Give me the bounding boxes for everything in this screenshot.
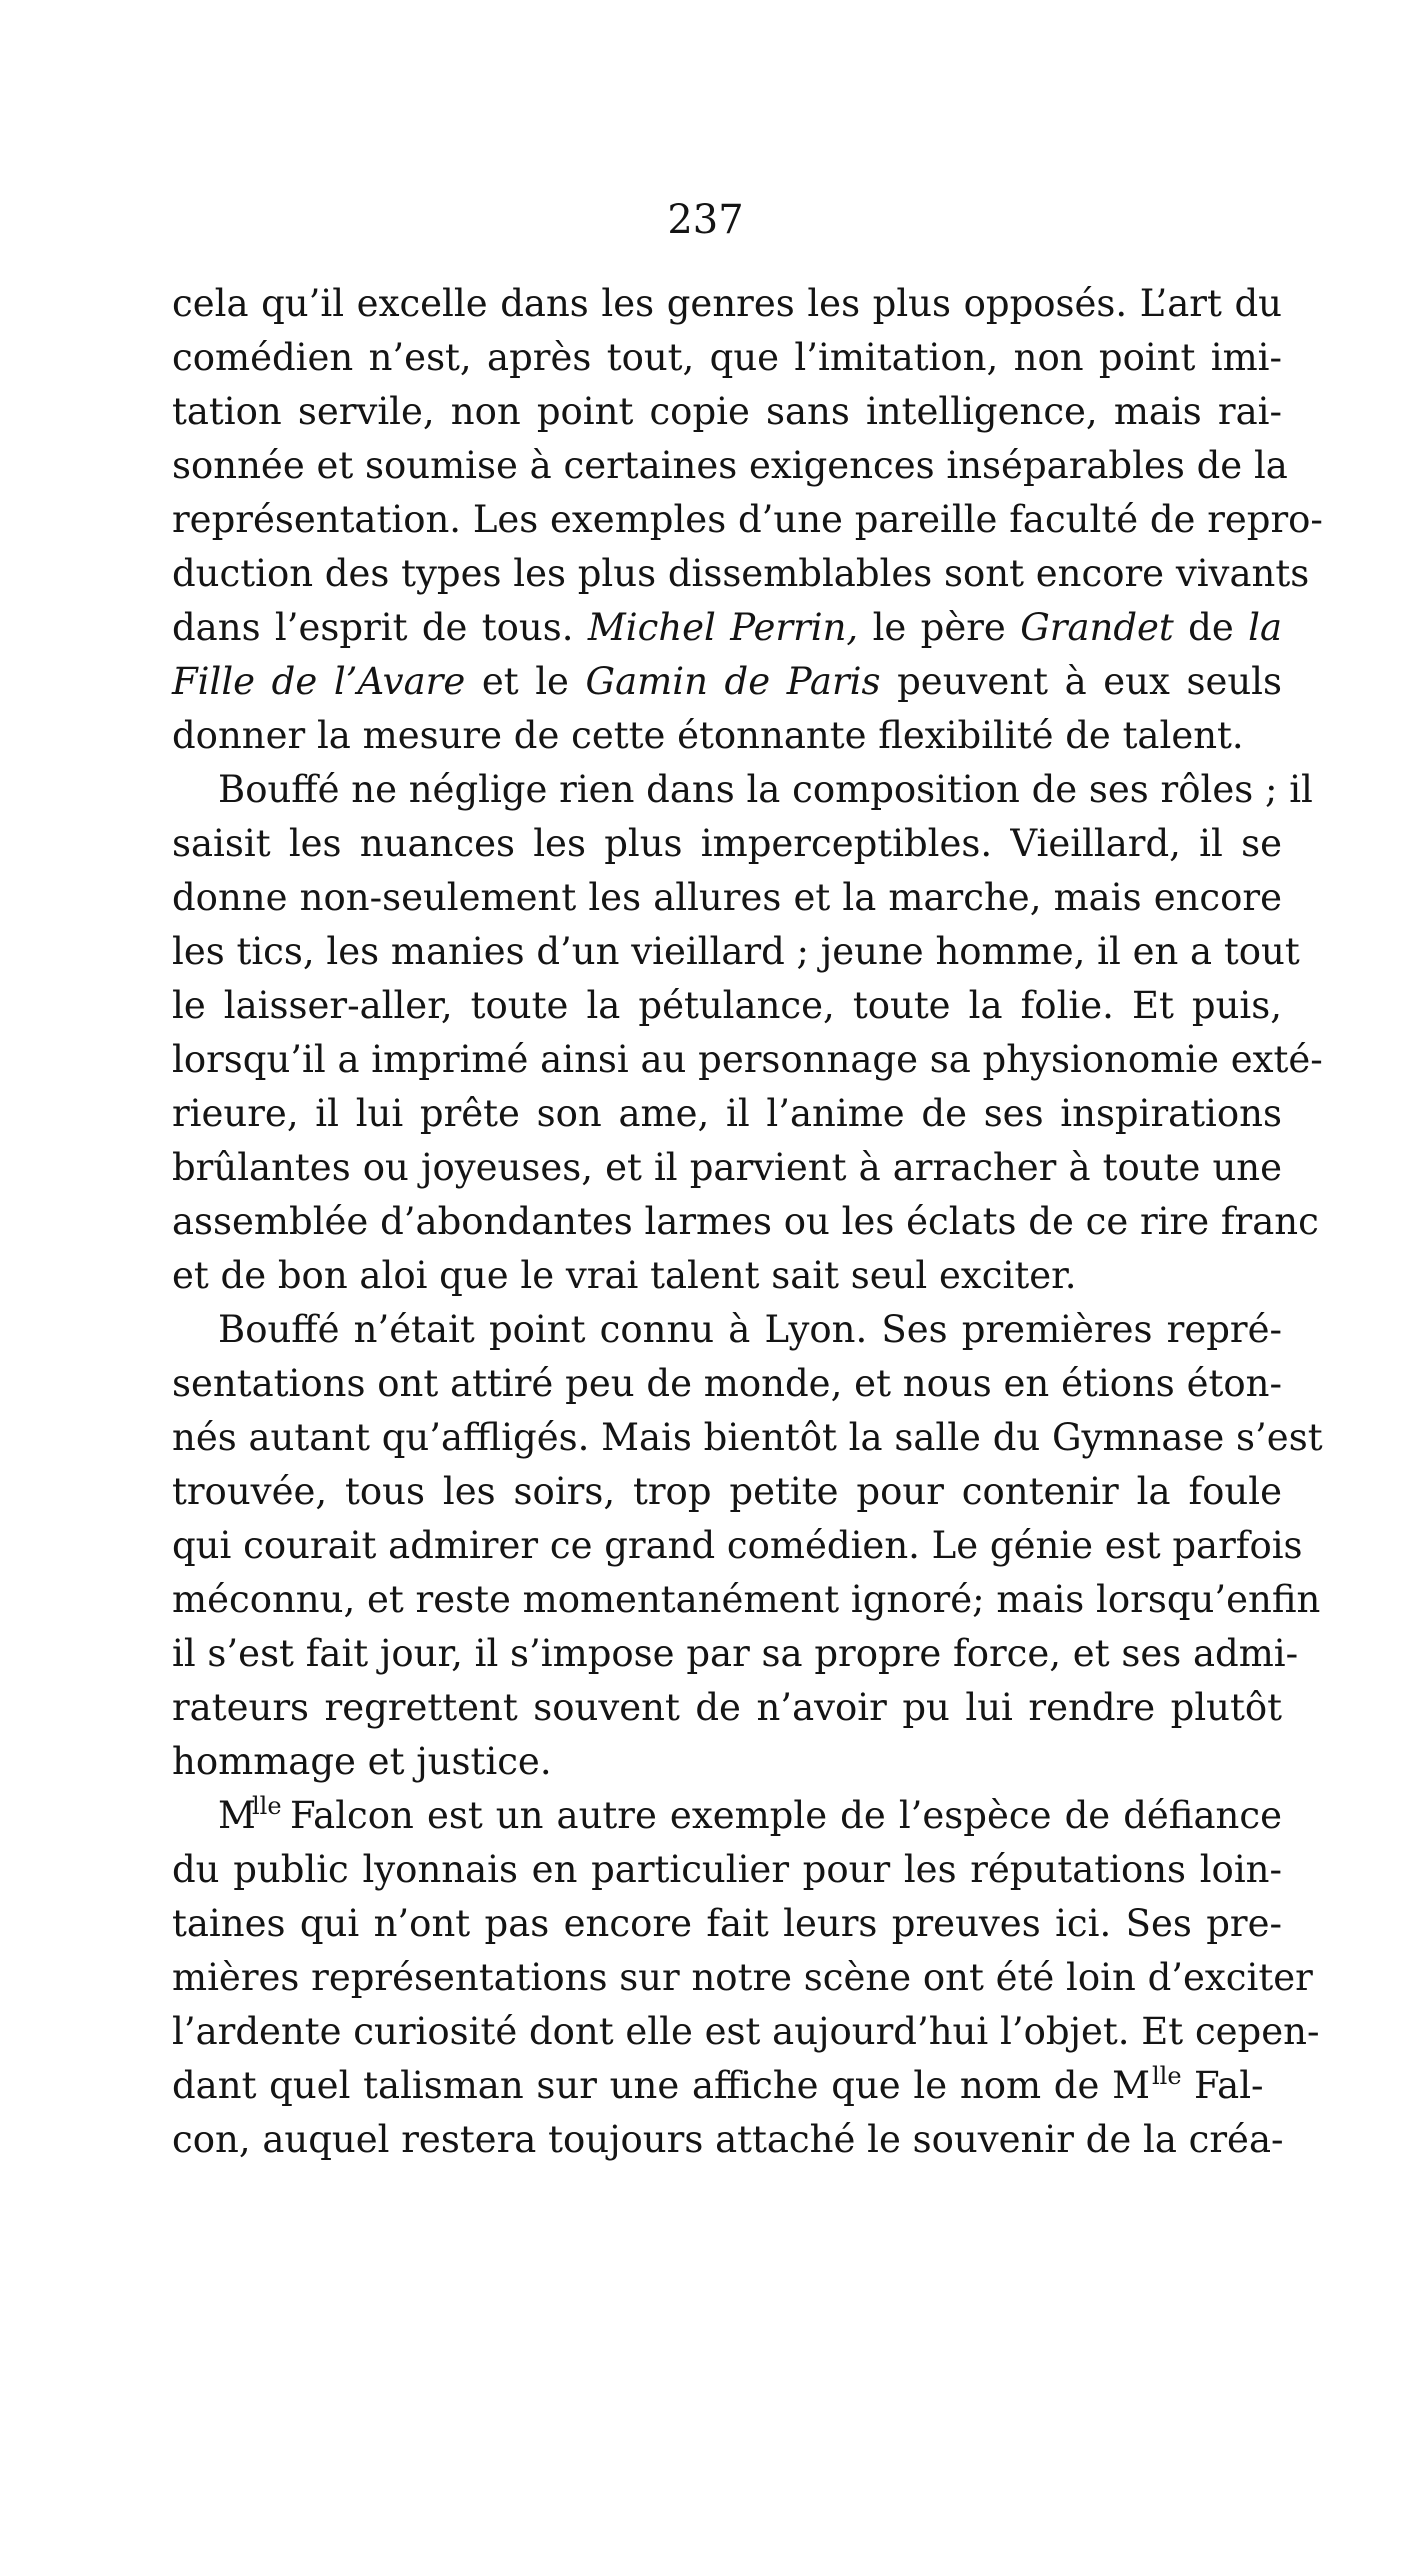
text-line: comédien n’est, après tout, que l’imitation, non point imi- [172,336,1282,379]
text-line: du public lyonnais en particulier pour les réputations loin- [172,1848,1282,1891]
text-segment: peuvent à eux seuls [897,660,1283,703]
text-line: donner la mesure de cette étonnante flexibilité de talent. [172,714,1244,757]
italic-title: Gamin de Paris [585,660,881,703]
text-line-mixed [172,600,1282,656]
text-line: Bouffé n’était point connu à Lyon. Ses premières repré- [218,1308,1282,1351]
italic-title: Michel Perrin, [587,606,859,649]
text-line: con, auquel restera toujours attaché le souvenir de la créa- [172,2118,1284,2161]
text-line: trouvée, tous les soirs, trop petite pour contenir la foule [172,1470,1282,1513]
text-line: duction des types les plus dissemblables sont encore vivants [172,552,1310,595]
text-line: sentations ont attiré peu de monde, et nous en étions éton- [172,1362,1282,1405]
text-line: tation servile, non point copie sans intelligence, mais rai- [172,390,1282,433]
text-line: donne non-seulement les allures et la marche, mais encore [172,876,1282,919]
text-line: assemblée d’abondantes larmes ou les éclats de ce rire franc [172,1200,1319,1243]
text-line: saisit les nuances les plus imperceptibles. Vieillard, il se [172,822,1282,865]
text-line: nés autant qu’affligés. Mais bientôt la salle du Gymnase s’est [172,1416,1323,1459]
text-line: cela qu’il excelle dans les genres les plus opposés. L’art du [172,282,1282,325]
honorific-superscript: lle [252,1792,282,1820]
text-segment: le père [872,606,1006,649]
text-line: hommage et justice. [172,1740,552,1783]
honorific-m: M [218,1794,256,1837]
text-segment: de [1188,606,1234,649]
text-line: les tics, les manies d’un vieillard ; jeune homme, il en a tout [172,930,1300,973]
text-line: rieure, il lui prête son ame, il l’anime de ses inspirations [172,1092,1282,1135]
text-line: rateurs regrettent souvent de n’avoir pu lui rendre plutôt [172,1686,1282,1729]
honorific-superscript: lle [1152,2062,1182,2090]
italic-title: Fille de l’Avare [172,660,466,703]
text-line: taines qui n’ont pas encore fait leurs preuves ici. Ses pre- [172,1902,1282,1945]
text-segment: Fal- [1194,2064,1264,2107]
text-line: Falcon est un autre exemple de l’espèce de défiance [290,1794,1282,1837]
text-line: l’ardente curiosité dont elle est aujourd’hui l’objet. Et cepen- [172,2010,1320,2053]
text-line: il s’est fait jour, il s’impose par sa propre force, et ses admi- [172,1632,1299,1675]
text-line: mières représentations sur notre scène ont été loin d’exciter [172,1956,1313,1999]
text-line: le laisser-aller, toute la pétulance, toute la folie. Et puis, [172,984,1282,1027]
italic-title: la [1248,606,1283,649]
text-segment: et le [481,660,569,703]
italic-title: Grandet [1020,606,1174,649]
text-segment: dans l’esprit de tous. [172,606,574,649]
text-line: dant quel talisman sur une affiche que le nom de M [172,2064,1150,2107]
text-line: Bouffé ne néglige rien dans la composition de ses rôles ; il [218,768,1313,811]
text-line: qui courait admirer ce grand comédien. Le génie est parfois [172,1524,1303,1567]
text-line: sonnée et soumise à certaines exigences inséparables de la [172,444,1288,487]
text-line: méconnu, et reste momentanément ignoré; mais lorsqu’enfin [172,1578,1321,1621]
text-line: représentation. Les exemples d’une pareille faculté de repro- [172,498,1323,541]
page-number: 237 [667,197,744,243]
text-line: lorsqu’il a imprimé ainsi au personnage sa physionomie exté- [172,1038,1323,1081]
text-line-mixed [172,654,1282,710]
text-line: et de bon aloi que le vrai talent sait seul exciter. [172,1254,1077,1297]
text-line: brûlantes ou joyeuses, et il parvient à arracher à toute une [172,1146,1282,1189]
